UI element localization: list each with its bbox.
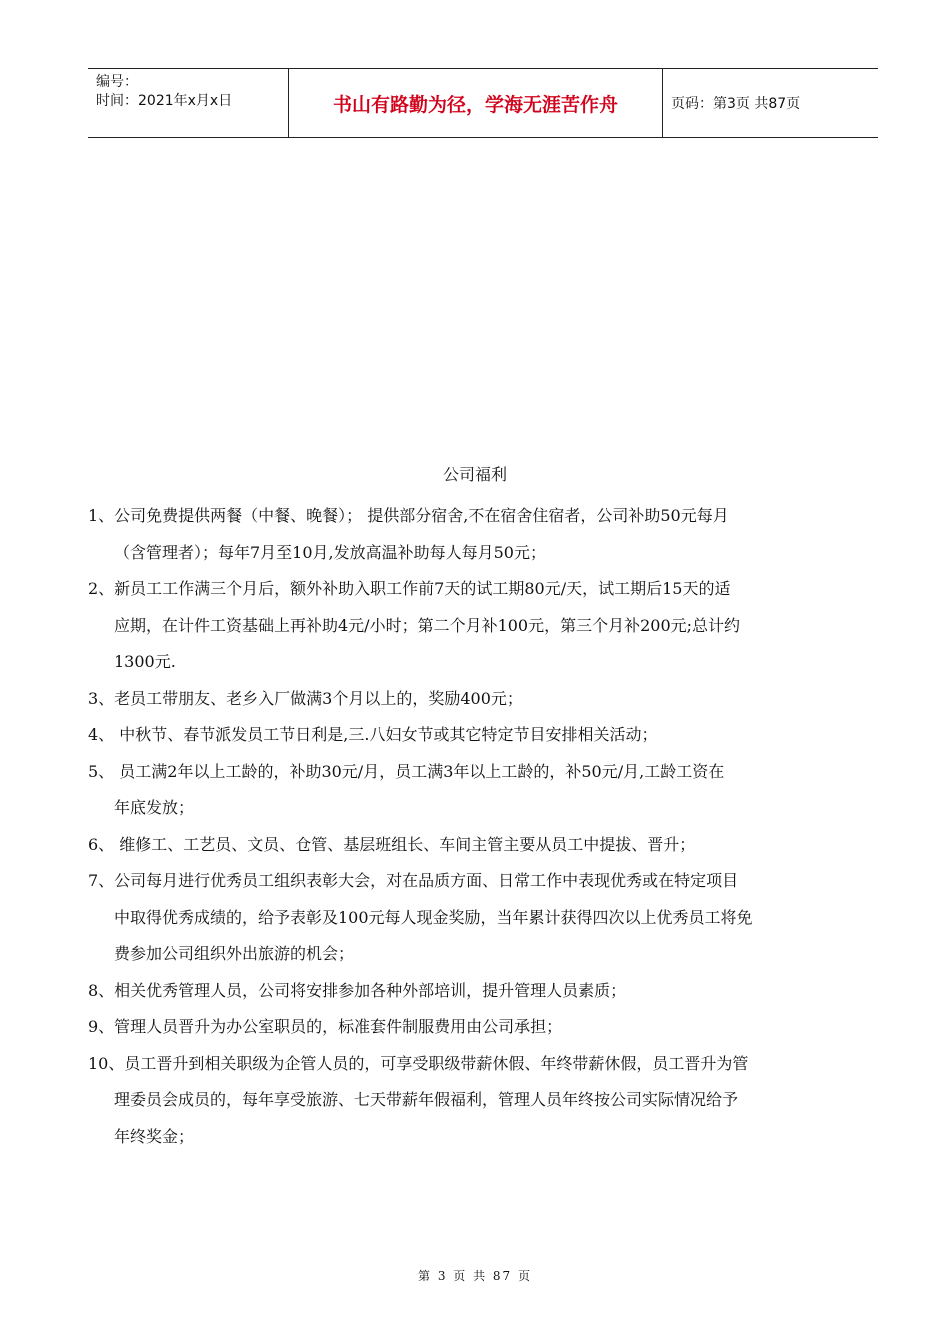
- header-motto-cell: [289, 69, 663, 137]
- benefit-item-9: [88, 1009, 888, 1046]
- benefits-list: [88, 498, 888, 1155]
- time-label: 时间：2021年x月x日: [96, 93, 233, 109]
- item-line: 费参加公司组织外出旅游的机会；: [114, 944, 355, 963]
- item-line: 3、老员工带朋友、老乡入厂做满3个月以上的，奖励400元；: [88, 688, 523, 708]
- item-line: 4、 中秋节、春节派发员工节日利是,三.八妇女节或其它特定节目安排相关活动；: [88, 725, 658, 744]
- item-line: 应期，在计件工资基础上再补助4元/小时；第二个月补100元，第三个月补200元;总计约: [114, 615, 741, 635]
- document-header: [88, 68, 878, 138]
- item-line: 1300元.: [114, 652, 176, 671]
- item-line: 5、 员工满2年以上工龄的，补助30元/月，员工满3年以上工龄的，补50元/月,工龄工资在: [88, 761, 725, 781]
- item-line: 年底发放；: [114, 798, 195, 817]
- motto-text: 书山有路勤为径，学海无涯苦作舟: [332, 93, 618, 116]
- benefit-item-8: [88, 973, 888, 1010]
- page-footer: 第 3 页 共 87 页: [418, 1269, 532, 1283]
- benefit-item-4: [88, 717, 888, 754]
- code-label: 编号：: [96, 74, 138, 90]
- item-line: 9、管理人员晋升为办公室职员的，标准套件制服费用由公司承担；: [88, 1017, 563, 1036]
- page-title: 公司福利: [442, 465, 507, 484]
- item-line: 2、新员工工作满三个月后，额外补助入职工作前7天的试工期80元/天，试工期后15天的适: [88, 579, 731, 598]
- item-line: 8、相关优秀管理人员，公司将安排参加各种外部培训，提升管理人员素质；: [88, 980, 627, 1000]
- item-line: 7、公司每月进行优秀员工组织表彰大会，对在品质方面、日常工作中表现优秀或在特定项目: [88, 871, 739, 890]
- benefit-item-2: [88, 571, 888, 681]
- benefit-item-1: [88, 498, 888, 571]
- page-info: 页码：第3页 共87页: [671, 96, 801, 112]
- benefit-item-7: [88, 863, 888, 973]
- item-line: 1、公司免费提供两餐（中餐、晚餐）； 提供部分宿舍,不在宿舍住宿者，公司补助50元每月: [88, 506, 729, 525]
- header-page-cell: [663, 69, 878, 137]
- item-line: 6、 维修工、工艺员、文员、仓管、基层班组长、车间主管主要从员工中提拔、晋升；: [88, 834, 696, 854]
- benefit-item-10: [88, 1046, 888, 1156]
- item-line: 理委员会成员的，每年享受旅游、七天带薪年假福利，管理人员年终按公司实际情况给予: [114, 1090, 739, 1109]
- benefit-item-3: [88, 681, 888, 718]
- item-line: 年终奖金；: [114, 1126, 195, 1146]
- benefit-item-5: [88, 754, 888, 827]
- item-line: 中取得优秀成绩的，给予表彰及100元每人现金奖励，当年累计获得四次以上优秀员工将免: [114, 907, 753, 927]
- benefit-item-6: [88, 827, 888, 864]
- item-line: （含管理者）；每年7月至10月,发放高温补助每人每月50元；: [114, 542, 546, 562]
- header-meta-cell: [88, 69, 289, 137]
- item-line: 10、员工晋升到相关职级为企管人员的，可享受职级带薪休假、年终带薪休假，员工晋升为管: [88, 1053, 749, 1073]
